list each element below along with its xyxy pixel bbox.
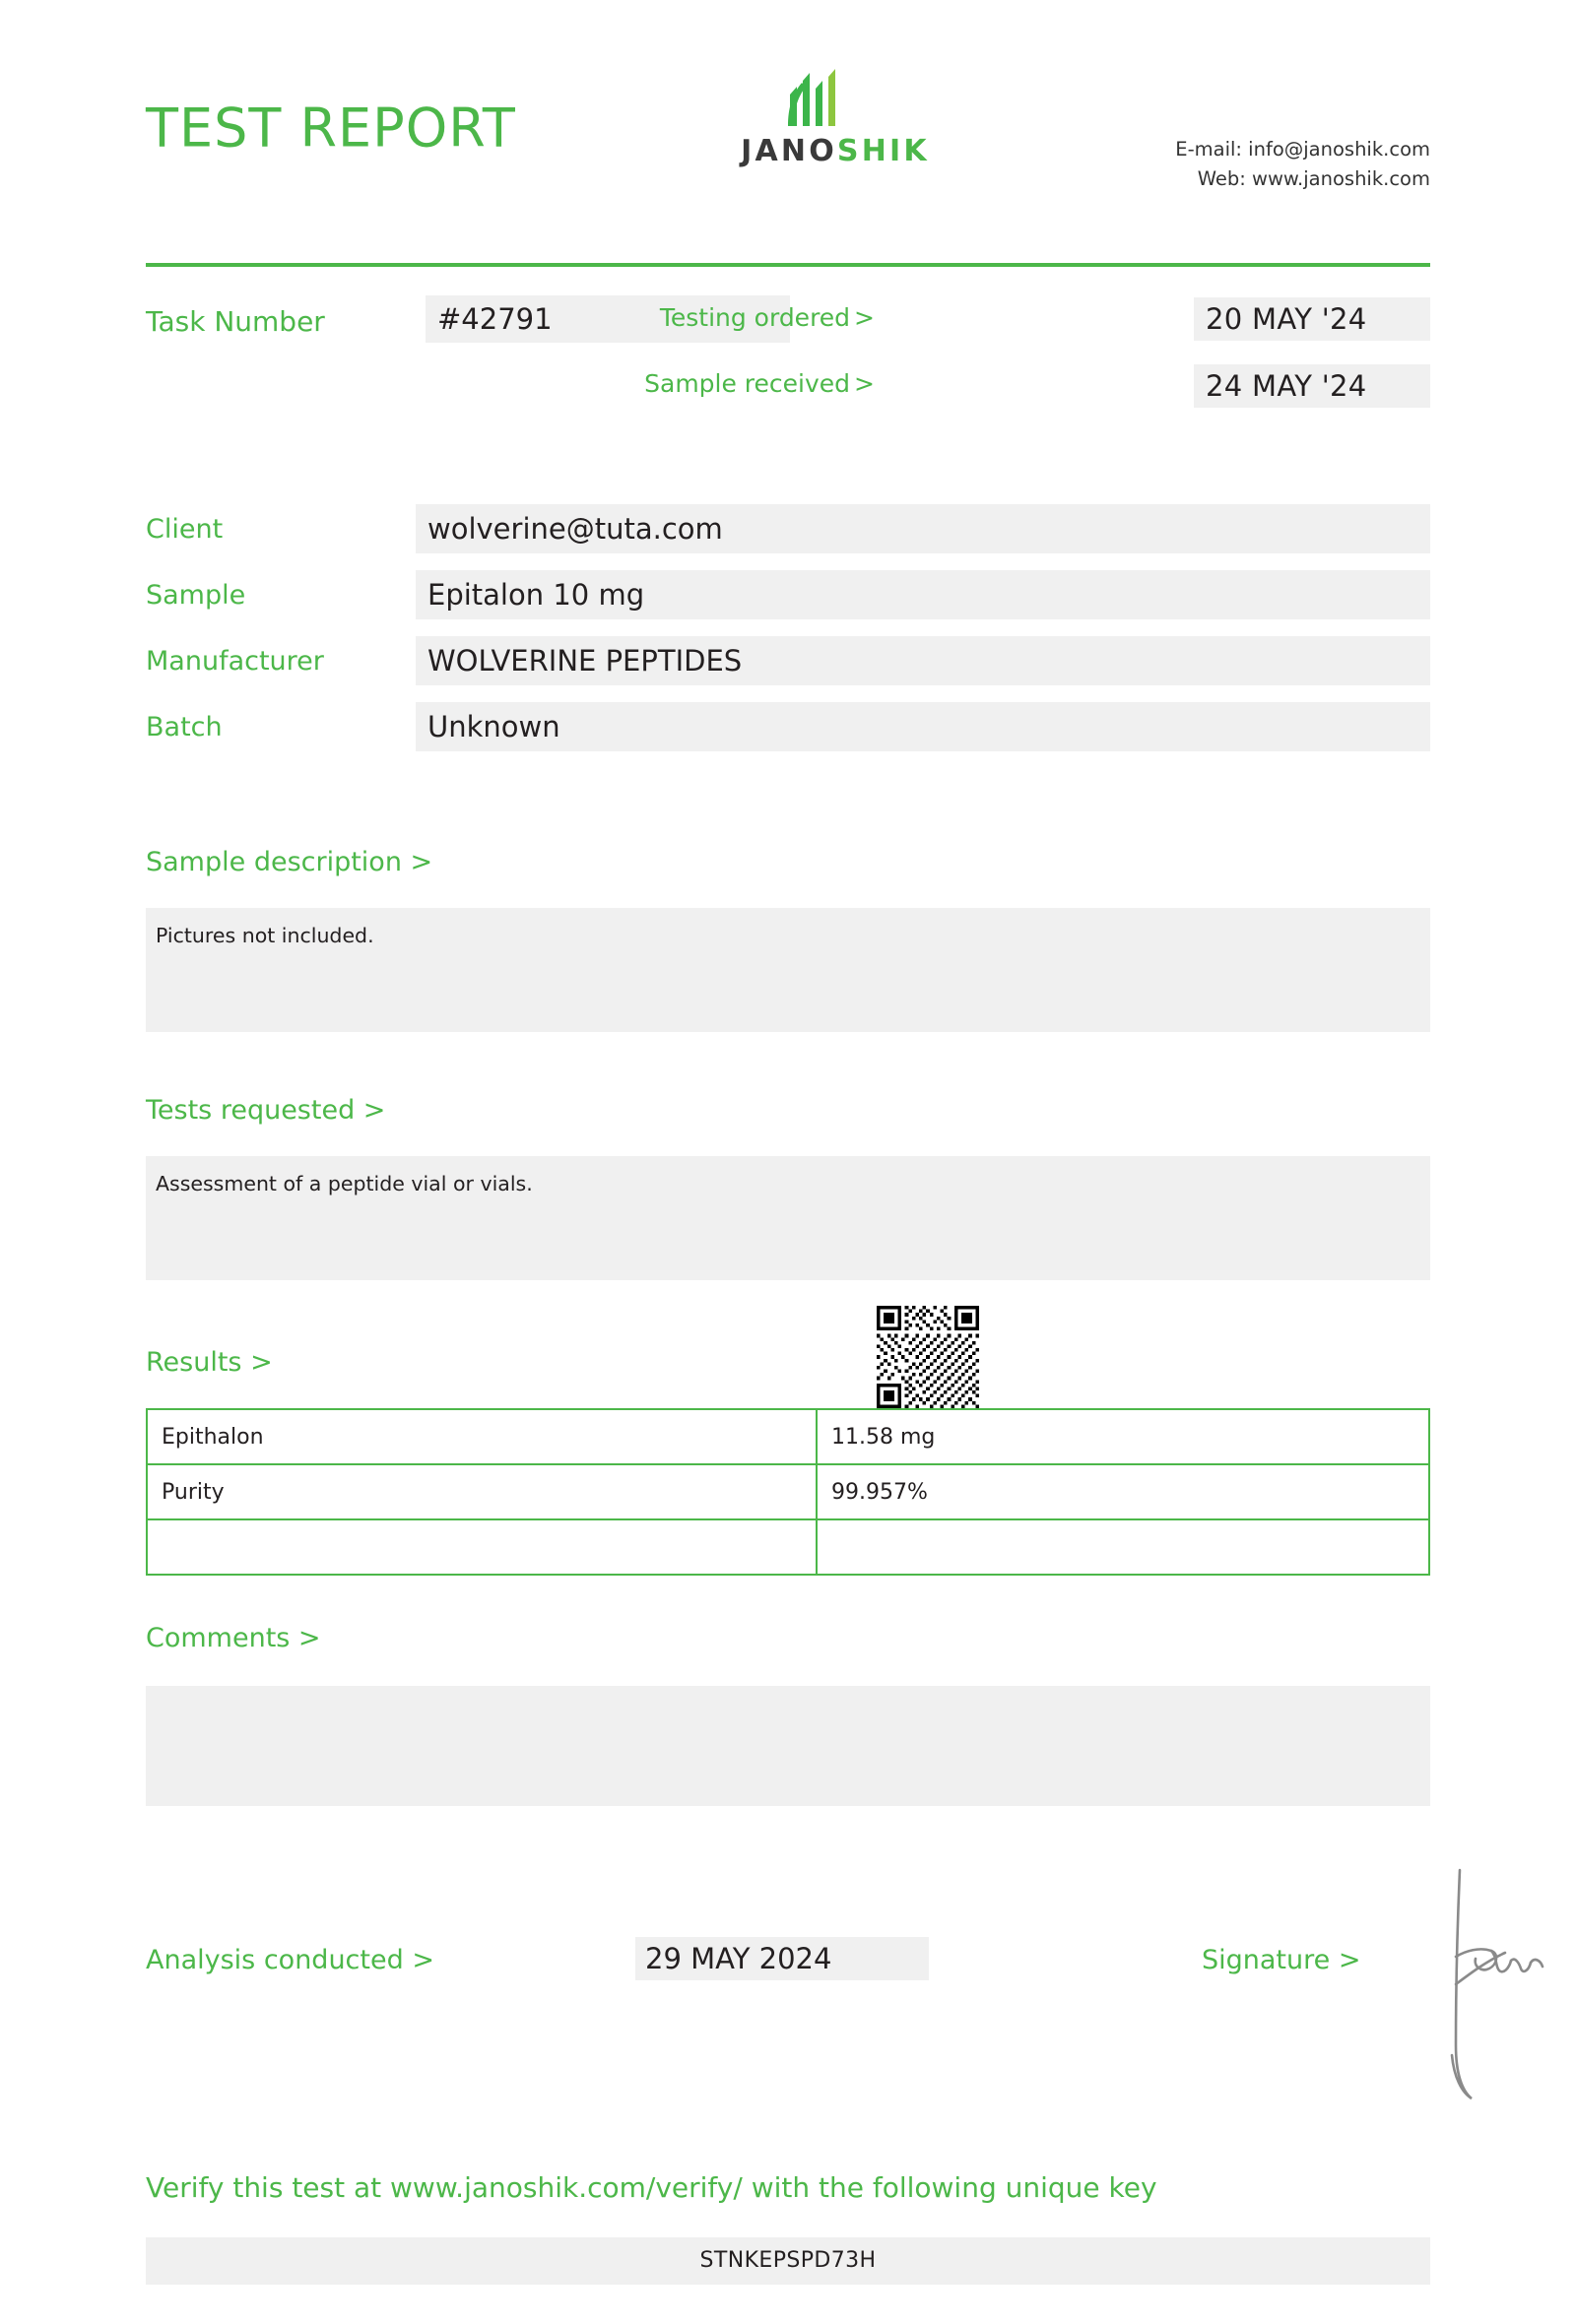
verify-unique-key: STNKEPSPD73H [146, 2237, 1430, 2285]
signature-icon [1426, 1866, 1564, 2102]
contact-web: Web: www.janoshik.com [1197, 167, 1430, 191]
document-header [146, 0, 1430, 197]
result-name: Purity [147, 1464, 817, 1519]
signature-label: Signature > [1202, 1945, 1361, 1975]
verify-instruction: Verify this test at www.janoshik.com/verify/ with the following unique key [146, 2171, 1157, 2204]
tests-requested-title: Tests requested > [146, 1095, 386, 1126]
sample-received-text: Sample received [644, 369, 851, 398]
task-number-label: Task Number [146, 305, 325, 338]
table-row [147, 1519, 1429, 1575]
document-content [146, 0, 1430, 2273]
batch-value: Unknown [416, 702, 1430, 751]
comments-box [146, 1686, 1430, 1806]
result-name: Epithalon [147, 1409, 817, 1464]
testing-ordered-label [660, 303, 879, 332]
analysis-conducted-value: 29 MAY 2024 [635, 1937, 929, 1980]
logo-wordmark [683, 134, 988, 168]
result-name [147, 1519, 817, 1575]
sample-description-text: Pictures not included. [156, 924, 374, 947]
sample-value: Epitalon 10 mg [416, 570, 1430, 619]
table-row [147, 1409, 1429, 1464]
sample-label: Sample [146, 580, 246, 611]
result-value [817, 1519, 1429, 1575]
manufacturer-value: WOLVERINE PEPTIDES [416, 636, 1430, 685]
contact-block [1175, 135, 1430, 194]
contact-email: E-mail: info@janoshik.com [1175, 138, 1430, 161]
testing-ordered-text: Testing ordered [659, 303, 851, 332]
testing-ordered-value: 20 MAY '24 [1194, 297, 1430, 341]
qr-code-icon [877, 1306, 979, 1408]
client-label: Client [146, 514, 224, 545]
logo-text-jano: JANO [741, 134, 837, 168]
sample-received-label [644, 369, 879, 398]
brand-logo [683, 69, 988, 168]
client-value: wolverine@tuta.com [416, 504, 1430, 553]
sample-description-title: Sample description > [146, 847, 433, 877]
tests-requested-box [146, 1156, 1430, 1280]
comments-title: Comments > [146, 1623, 321, 1653]
chevron-right-icon: > [854, 303, 875, 332]
results-title: Results > [146, 1347, 273, 1378]
info-row-client [146, 504, 1430, 570]
header-divider [146, 263, 1430, 267]
janoshik-logo-icon [776, 69, 894, 130]
sample-description-box [146, 908, 1430, 1032]
task-section [146, 295, 1430, 404]
results-table [146, 1408, 1430, 1576]
logo-text-shik: SHIK [836, 134, 930, 168]
chevron-right-icon-2: > [854, 369, 875, 398]
task-number-value: #42791 [426, 295, 790, 343]
result-value: 11.58 mg [817, 1409, 1429, 1464]
info-row-sample [146, 570, 1430, 636]
info-row-batch [146, 702, 1430, 768]
info-row-manufacturer [146, 636, 1430, 702]
analysis-conducted-label: Analysis conducted > [146, 1945, 434, 1975]
result-value: 99.957% [817, 1464, 1429, 1519]
table-row [147, 1464, 1429, 1519]
sample-received-value: 24 MAY '24 [1194, 364, 1430, 408]
tests-requested-text: Assessment of a peptide vial or vials. [156, 1172, 533, 1195]
page-title: TEST REPORT [146, 97, 516, 160]
info-fields [146, 504, 1430, 768]
batch-label: Batch [146, 712, 223, 742]
manufacturer-label: Manufacturer [146, 646, 324, 677]
